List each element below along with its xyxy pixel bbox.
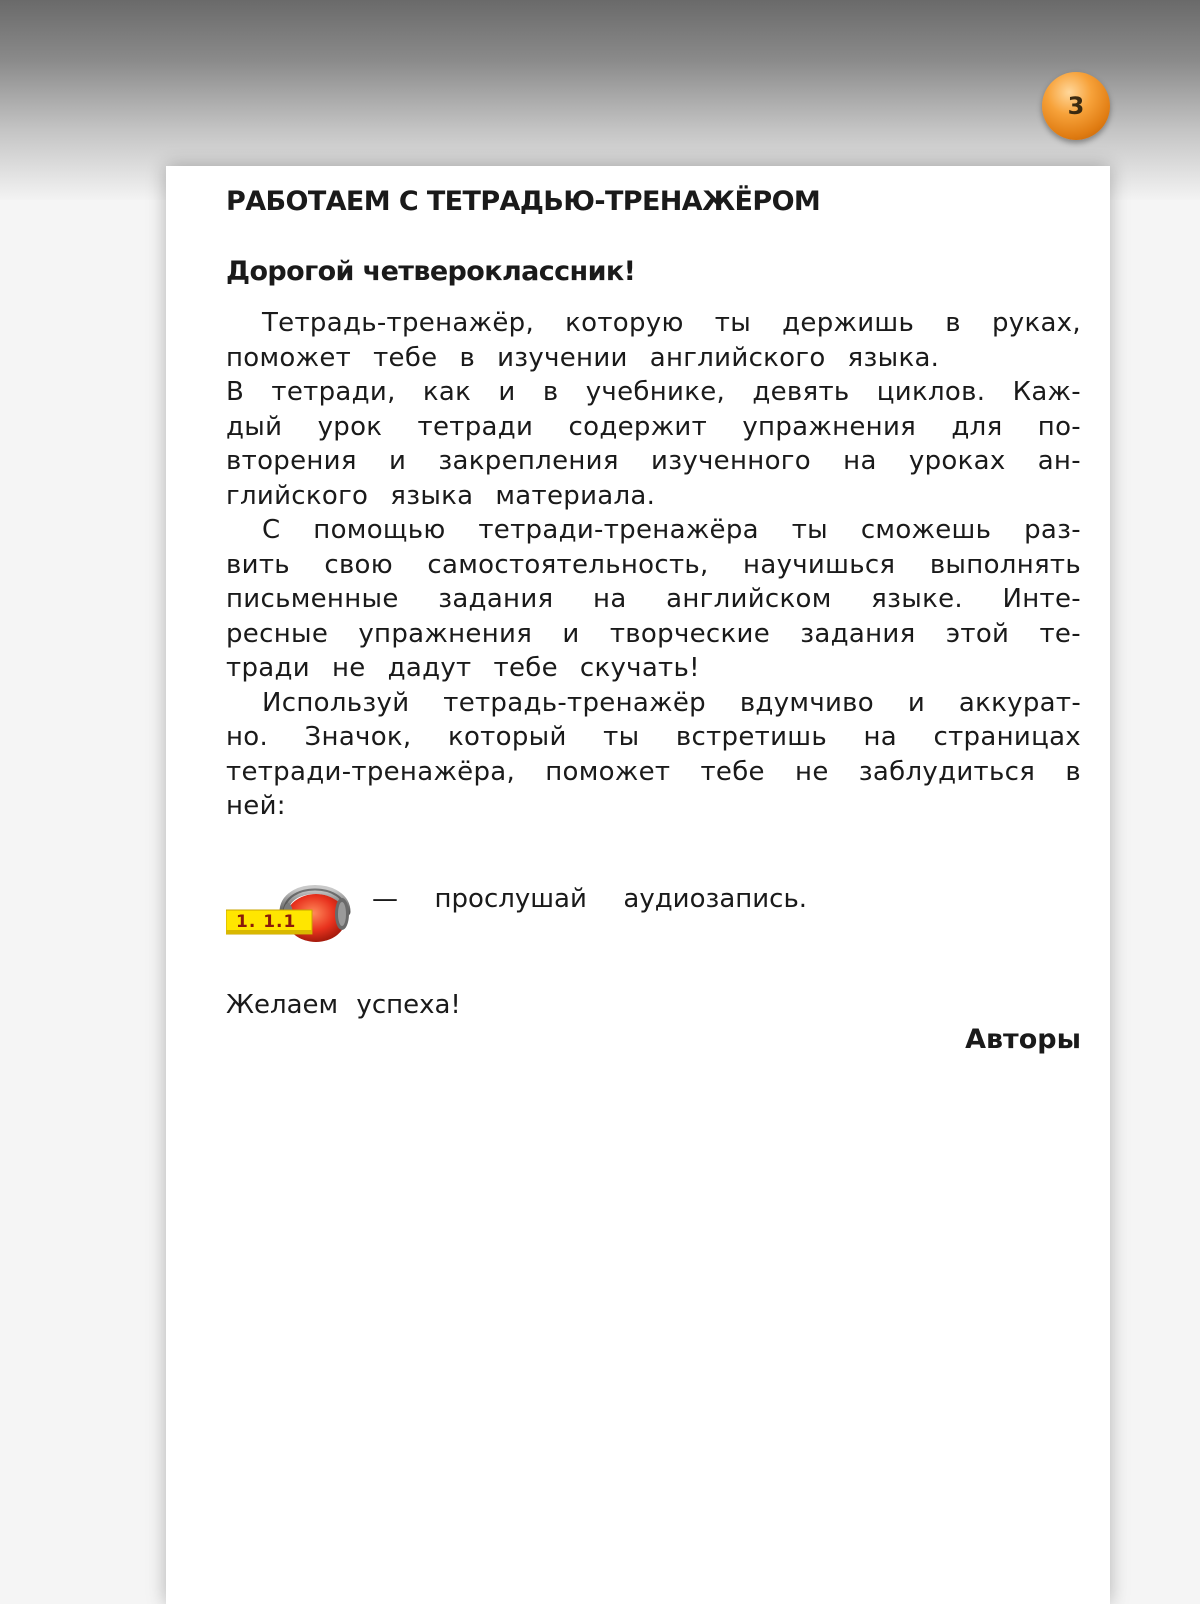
word: для	[951, 411, 1003, 442]
word: этой	[945, 618, 1010, 649]
word: тетради-тренажёра	[478, 515, 759, 545]
word: заблудиться	[858, 756, 1036, 787]
word: циклов.	[876, 377, 986, 407]
word: и	[562, 618, 580, 649]
paragraph-line	[226, 548, 1081, 583]
track-label: 1. 1.1	[236, 911, 297, 932]
word: сможешь	[860, 515, 992, 545]
word: ан-	[1037, 446, 1081, 476]
word: Используй	[262, 687, 410, 718]
word: тетради-тренажёра,	[226, 756, 516, 787]
word: который	[447, 722, 567, 752]
word: вдумчиво	[739, 687, 875, 718]
word: дый	[226, 411, 283, 442]
word: Каж-	[1012, 377, 1081, 407]
word: Инте-	[1002, 584, 1081, 614]
word: самостоятельность,	[427, 549, 709, 580]
word: языка	[390, 480, 474, 511]
paragraph-line	[226, 513, 1081, 548]
word: ресные	[226, 618, 329, 649]
word: вить	[226, 549, 290, 580]
word: английском	[666, 584, 832, 614]
word: тетради	[417, 411, 534, 442]
section-title: РАБОТАЕМ С ТЕТРАДЬЮ-ТРЕНАЖЁРОМ	[226, 186, 821, 217]
word: содержит	[568, 411, 708, 442]
page-number: 3	[1067, 92, 1085, 120]
paragraph-line	[226, 720, 1081, 755]
word: как	[422, 377, 472, 407]
word: выполнять	[929, 549, 1081, 580]
word: на	[593, 584, 627, 614]
word: ты	[714, 308, 752, 338]
word: глийского	[226, 480, 369, 511]
page-number-badge	[1042, 72, 1110, 140]
word: в	[1065, 756, 1081, 787]
paragraph-line	[226, 617, 1081, 652]
word: языке.	[871, 584, 963, 614]
word: на	[863, 722, 898, 752]
word: поможет	[226, 342, 352, 373]
word: но.	[226, 722, 269, 752]
paragraph-line	[226, 306, 1081, 341]
word: свою	[324, 549, 393, 580]
word: задания	[438, 584, 554, 614]
word: творческие	[609, 618, 770, 649]
word: упражнения	[358, 618, 533, 649]
word: которую	[565, 308, 684, 338]
word: в	[459, 342, 476, 373]
word: упражнения	[742, 411, 917, 442]
word: руках,	[991, 308, 1081, 338]
word: С	[262, 515, 281, 545]
word: ты	[603, 722, 640, 752]
word: аккурат-	[958, 687, 1081, 718]
word: вторения	[226, 446, 357, 476]
closing-wish: Желаем успеха!	[226, 989, 461, 1020]
word: тетрадь-тренажёр	[443, 687, 706, 718]
word: и	[389, 446, 407, 476]
authors-signature: Авторы	[965, 1023, 1081, 1055]
word: на	[843, 446, 877, 476]
word: не	[331, 653, 366, 683]
word: поможет	[545, 756, 671, 787]
word: те-	[1039, 618, 1081, 649]
paragraph-line	[226, 686, 1081, 721]
paragraph-line	[226, 789, 1081, 824]
word: письменные	[226, 584, 399, 614]
word: не	[795, 756, 829, 787]
word: языка.	[847, 342, 940, 373]
word: и	[907, 687, 926, 718]
audio-legend	[226, 864, 1081, 944]
paragraph-line	[226, 582, 1081, 617]
word: страницах	[933, 722, 1081, 752]
intro-paragraphs	[226, 306, 1081, 824]
audio-caption: — прослушай аудиозапись.	[372, 883, 808, 914]
word: встретишь	[675, 722, 828, 752]
word: тетради,	[271, 377, 396, 407]
word: Тетрадь-тренажёр,	[262, 308, 535, 338]
word: ней:	[226, 791, 286, 821]
word: в	[542, 377, 559, 407]
word: В	[226, 377, 245, 407]
word: дадут	[387, 653, 472, 683]
word: учебнике,	[585, 377, 726, 407]
word: материала.	[495, 480, 656, 511]
page-sheet	[166, 166, 1110, 1604]
paragraph-line	[226, 375, 1081, 410]
page-content	[226, 184, 1081, 1058]
paragraph-line	[226, 444, 1081, 479]
word: и	[498, 377, 516, 407]
word: помощью	[313, 515, 446, 545]
paragraph-line	[226, 755, 1081, 790]
word: тради	[226, 653, 310, 683]
word: английского	[649, 342, 826, 373]
word: закрепления	[438, 446, 619, 476]
word: тебе	[493, 653, 558, 683]
word: ты	[791, 515, 828, 545]
word: тебе	[700, 756, 765, 787]
word: Значок,	[304, 722, 412, 752]
word: скучать!	[579, 653, 700, 683]
word: тебе	[373, 342, 438, 373]
paragraph-line	[226, 479, 1081, 514]
paragraph-line	[226, 341, 1081, 376]
paragraph-line	[226, 651, 1081, 686]
word: держишь	[782, 308, 915, 338]
word: изученного	[651, 446, 811, 476]
word: урок	[317, 411, 383, 442]
word: раз-	[1024, 515, 1081, 545]
word: изучении	[497, 342, 628, 373]
paragraph-line	[226, 410, 1081, 445]
word: в	[945, 308, 961, 338]
word: девять	[752, 377, 850, 407]
word: уроках	[908, 446, 1006, 476]
greeting: Дорогой четвероклассник!	[226, 256, 636, 287]
word: научишься	[743, 549, 896, 580]
word: по-	[1037, 411, 1081, 442]
word: задания	[800, 618, 916, 649]
